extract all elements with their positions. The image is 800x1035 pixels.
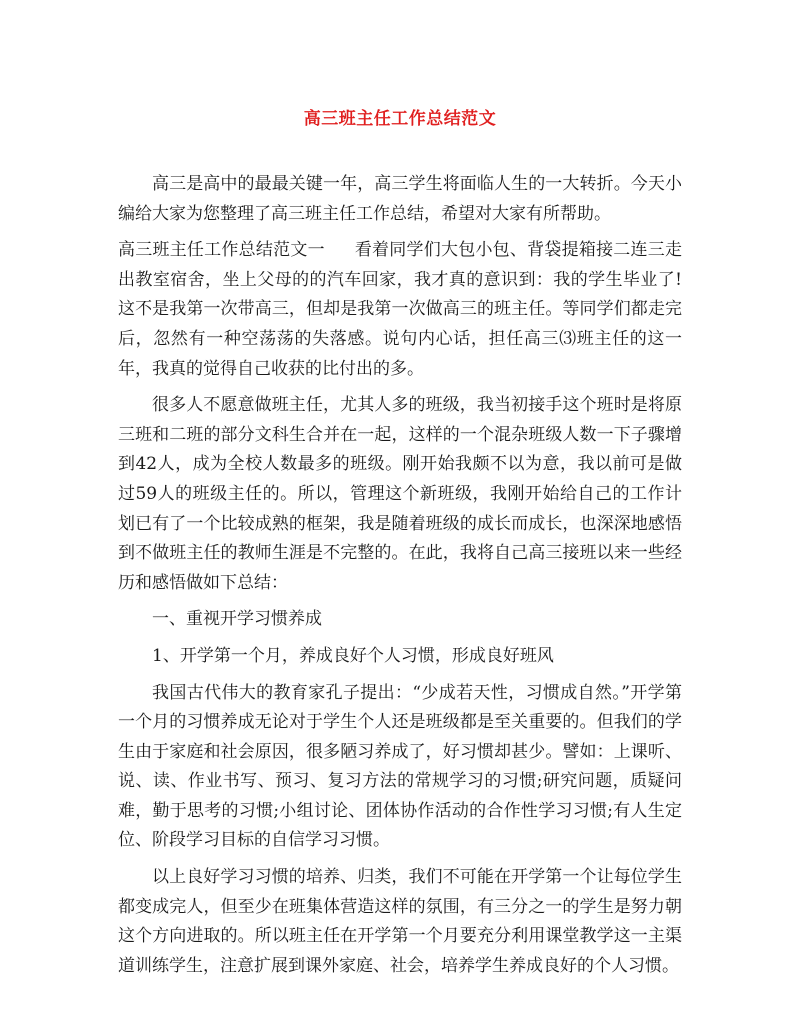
document-body [118, 170, 682, 988]
section-heading-2: 1、开学第一个月，养成良好个人习惯，形成良好班风 [152, 645, 554, 666]
section-heading-1: 一、重视开学习惯养成 [152, 609, 322, 630]
intro-paragraph: 高三是高中的最最关键一年，高三学生将面临人生的一大转折。今天小编给大家为您整理了高三班主任工作总结，希望对大家有所帮助。 [118, 174, 682, 224]
paragraph-3: 我国古代伟大的教育家孔子提出：“少成若天性，习惯成自然。”开学第一个月的习惯养成无论对于学生个人还是班级都是至关重要的。但我们的学生由于家庭和社会原因，很多陋习养成了，好习惯却甚少。譬如：上课听、说、读、作业书写、预习、复习方法的常规学习的习惯;研究问题，质疑问难，勤于思考的习惯;小组讨论、团体协作活动的合作性学习习惯;有人生定位、阶段学习目标的自信学习习惯。 [118, 682, 682, 851]
paragraph-4: 以上良好学习习惯的培养、归类，我们不可能在开学第一个让每位学生都变成完人，但至少在班集体营造这样的氛围，有三分之一的学生是努力朝这个方向进取的。所以班主任在开学第一个月要充分利用课堂教学这一主渠道训练学生，注意扩展到课外家庭、社会，培养学生养成良好的个人习惯。 [118, 867, 682, 976]
document-title: 高三班主任工作总结范文 [303, 109, 497, 129]
section1-paragraph [118, 236, 682, 384]
section1-body: 看着同学们大包小包、背袋提箱接二连三走出教室宿舍，坐上父母的的汽车回家，我才真的意识到：我的学生毕业了!这不是我第一次带高三，但却是我第一次做高三的班主任。等同学们都走完后，忽然有一种空荡荡的失落感。说句内心话，担任高三⑶班主任的这一年，我真的觉得自己收获的比付出的多。 [118, 240, 683, 379]
paragraph-2: 很多人不愿意做班主任，尤其人多的班级，我当初接手这个班时是将原三班和二班的部分文科生合并在一起，这样的一个混杂班级人数一下子骤增到42人，成为全校人数最多的班级。刚开始我颇不以为意，我以前可是做过59人的班级主任的。所以，管理这个新班级，我刚开始给自己的工作计划已有了一个比较成熟的框架，我是随着班级的成长而成长，也深深地感悟到不做班主任的教师生涯是不完整的。在此，我将自己高三接班以来一些经历和感悟做如下总结： [118, 395, 682, 593]
section1-label: 高三班主任工作总结范文一 [118, 240, 325, 261]
